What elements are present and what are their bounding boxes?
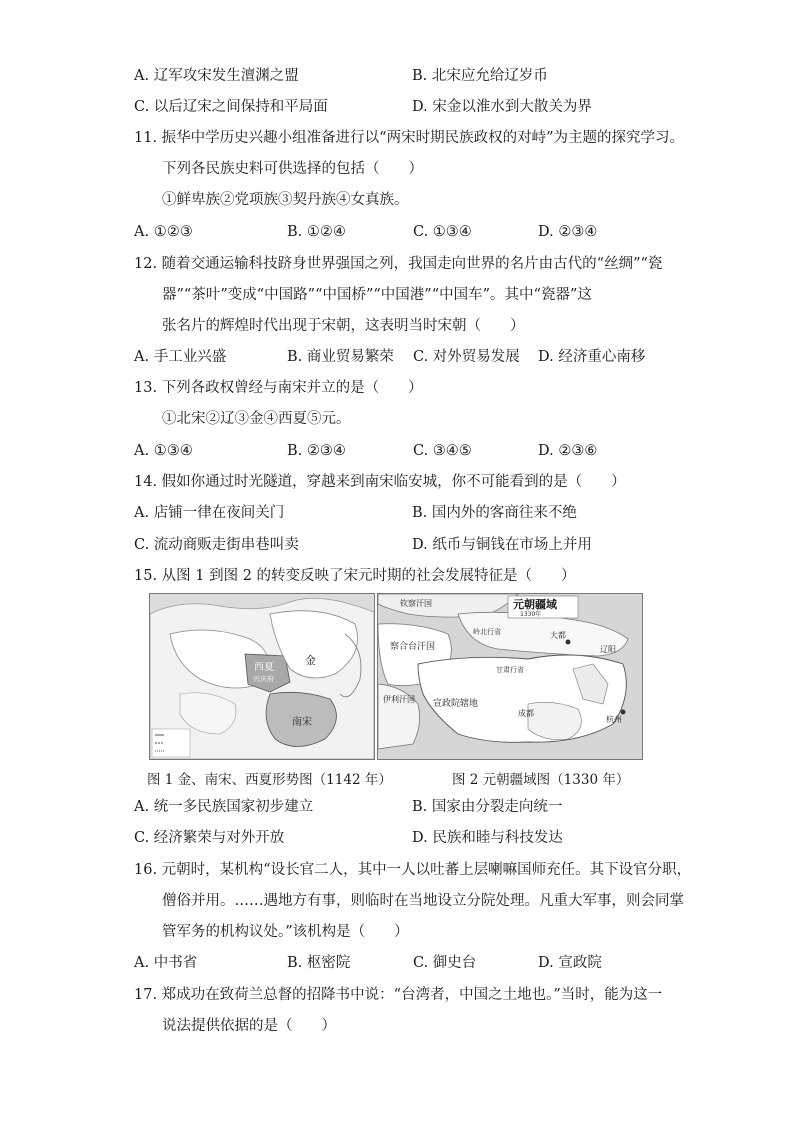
map-jin-nansong-xixia <box>149 593 375 760</box>
q16-option-d: D. 宣政院 <box>538 955 602 971</box>
q12-stem-line1: 12. 随着交通运输科技跻身世界强国之列，我国走向世界的名片由古代的“丝绸”“瓷 <box>134 256 663 272</box>
map2-title: 元朝疆域 <box>513 598 557 611</box>
q12-option-c: C. 对外贸易发展 <box>413 349 520 365</box>
q15-stem-line1: 15. 从图 1 到图 2 的转变反映了宋元时期的社会发展特征是（ ） <box>134 568 576 584</box>
map2-year: 1330年 <box>520 611 542 618</box>
q11-option-a: A. ①②③ <box>134 224 193 240</box>
map1-label-xixia: 西夏 <box>254 662 274 673</box>
q11-stem-line2: 下列各民族史料可供选择的包括（ ） <box>162 161 423 177</box>
q12-option-d: D. 经济重心南移 <box>538 349 646 365</box>
map2-label-xuanzhengyuan: 宣政院辖地 <box>433 699 479 709</box>
q16-option-c: C. 御史台 <box>413 955 477 971</box>
q14-option-c: C. 流动商贩走街串巷叫卖 <box>134 537 299 553</box>
q16-stem-line3: 管军务的机构议处。”该机构是（ ） <box>162 924 409 940</box>
q15-option-d: D. 民族和睦与科技发达 <box>412 830 563 846</box>
q14-option-b: B. 国内外的客商往来不绝 <box>412 505 577 521</box>
map1-label-jin: 金 <box>305 654 316 667</box>
map2-label-hangzhou: 杭州 <box>606 715 622 724</box>
q14-option-a: A. 店铺一律在夜间关门 <box>134 505 285 521</box>
q16-option-a: A. 中书省 <box>134 955 198 971</box>
q15-option-c: C. 经济繁荣与对外开放 <box>134 830 285 846</box>
q11-option-b: B. ①②④ <box>287 224 346 240</box>
map1-drawing <box>150 594 374 759</box>
map2-label-chengdu: 成都 <box>518 709 534 718</box>
map2-label-dadu: 大都 <box>550 631 566 640</box>
q10-option-c: C. 以后辽宋之间保持和平局面 <box>134 99 328 115</box>
q15-option-b: B. 国家由分裂走向统一 <box>412 799 563 815</box>
q13-stem-line2: ①北宋②辽③金④西夏⑤元。 <box>162 411 351 427</box>
q12-option-b: B. 商业贸易繁荣 <box>287 349 394 365</box>
map2-label-qincha: 钦察汗国 <box>400 599 432 608</box>
q13-option-a: A. ①③④ <box>134 443 193 459</box>
q16-stem-line2: 僧俗并用。……遇地方有事，则临时在当地设立分院处理。凡重大军事，则会同掌 <box>162 893 684 909</box>
q14-stem-line1: 14. 假如你通过时光隧道，穿越来到南宋临安城，你不可能看到的是（ ） <box>134 474 626 490</box>
q10-option-a: A. 辽军攻宋发生澶渊之盟 <box>134 68 299 84</box>
map2-drawing <box>378 594 642 759</box>
q13-stem-line1: 13. 下列各政权曾经与南宋并立的是（ ） <box>134 380 423 396</box>
map2-label-ilkhanate: 伊利汗国 <box>383 695 415 704</box>
q16-stem-line1: 16. 元朝时，某机构“设长官二人，其中一人以吐蕃上层喇嘛国师充任。其下设官分职， <box>134 862 692 878</box>
map1-caption: 图 1 金、南宋、西夏形势图（1142 年） <box>147 772 392 788</box>
map1-label-nansong: 南宋 <box>292 717 312 728</box>
q14-option-d: D. 纸币与铜钱在市场上并用 <box>412 537 592 553</box>
q12-stem-line2: 器”“茶叶”变成“中国路”“中国桥”“中国港”“中国车”。其中“瓷器”这 <box>162 287 592 303</box>
q11-stem-line1: 11. 振华中学历史兴趣小组准备进行以“两宋时期民族政权的对峙”为主题的探究学习。 <box>134 130 684 146</box>
map2-label-gansu: 甘肃行省 <box>496 666 524 674</box>
q13-option-d: D. ②③⑥ <box>538 443 598 459</box>
map1-label-xingqingfu: 兴庆府 <box>253 675 274 683</box>
map-yuan-territory <box>377 593 643 760</box>
q11-option-d: D. ②③④ <box>538 224 598 240</box>
q10-option-d: D. 宋金以淮水到大散关为界 <box>412 99 592 115</box>
q13-option-c: C. ③④⑤ <box>413 443 472 459</box>
map2-label-liaoyang: 辽阳 <box>600 645 616 654</box>
q15-option-a: A. 统一多民族国家初步建立 <box>134 799 314 815</box>
q17-stem-line1: 17. 郑成功在致荷兰总督的招降书中说：“台湾者，中国之土地也。”当时，能为这一 <box>134 987 663 1003</box>
map2-label-chagatai: 察合台汗国 <box>390 642 436 652</box>
map2-label-lingbei: 岭北行省 <box>473 628 501 636</box>
q13-option-b: B. ②③④ <box>287 443 346 459</box>
q16-option-b: B. 枢密院 <box>287 955 351 971</box>
q12-stem-line3: 张名片的辉煌时代出现于宋朝，这表明当时宋朝（ ） <box>162 318 525 334</box>
q17-stem-line2: 说法提供依据的是（ ） <box>162 1018 336 1034</box>
q11-option-c: C. ①③④ <box>413 224 472 240</box>
q12-option-a: A. 手工业兴盛 <box>134 349 227 365</box>
map2-caption: 图 2 元朝疆域图（1330 年） <box>452 772 630 788</box>
q11-stem-line3: ①鲜卑族②党项族③契丹族④女真族。 <box>162 192 409 208</box>
q10-option-b: B. 北宋应允给辽岁币 <box>412 68 548 84</box>
